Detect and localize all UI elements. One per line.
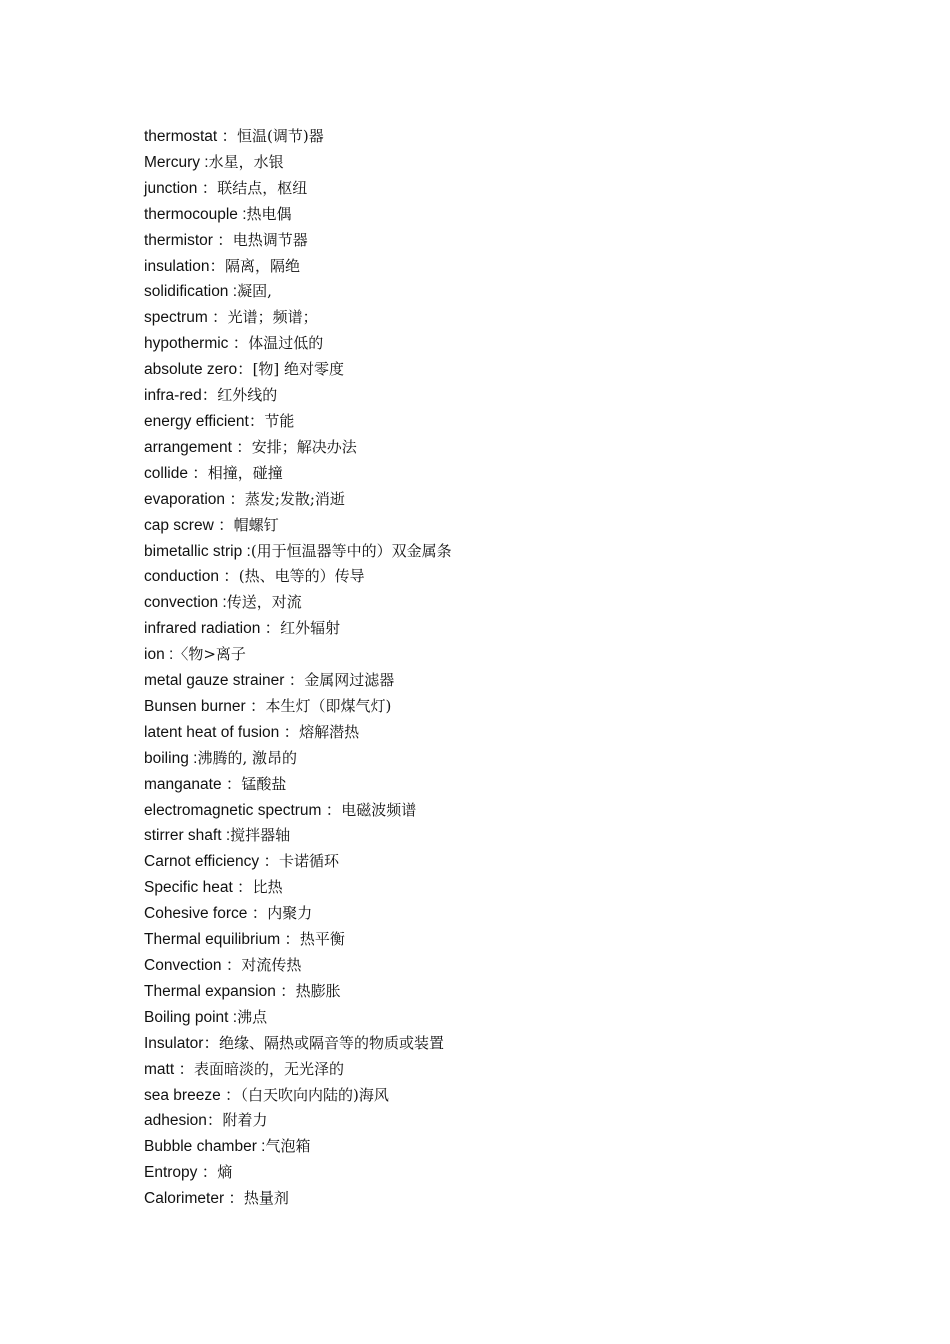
glossary-entry bbox=[144, 1186, 474, 1212]
entry-term: Boiling point bbox=[144, 1008, 229, 1026]
entry-term: Specific heat bbox=[144, 879, 233, 897]
entry-definition: 对流传热 bbox=[241, 956, 302, 974]
entry-separator: : bbox=[188, 749, 198, 767]
entry-definition: 附着力 bbox=[222, 1111, 268, 1130]
glossary-entry bbox=[144, 305, 474, 331]
entry-definition: 比热 bbox=[252, 878, 283, 897]
glossary-entry bbox=[144, 616, 474, 642]
entry-term: Thermal equilibrium bbox=[144, 931, 281, 949]
entry-separator: ： bbox=[260, 620, 281, 638]
entry-definition: 联结点，枢纽 bbox=[217, 178, 308, 197]
entry-separator: ： bbox=[213, 516, 234, 534]
entry-separator: ： bbox=[275, 982, 296, 1000]
glossary-entry bbox=[144, 849, 474, 875]
glossary-entry bbox=[144, 772, 474, 798]
entry-term: thermistor bbox=[144, 231, 213, 249]
entry-term: Insulator bbox=[144, 1034, 204, 1052]
entry-separator: ： bbox=[187, 464, 208, 482]
entry-term: Bubble chamber bbox=[144, 1138, 257, 1156]
entry-definition: 凝固, bbox=[237, 282, 272, 301]
entry-definition: 电磁波频谱 bbox=[341, 800, 417, 819]
entry-definition: 搅拌器轴 bbox=[230, 826, 291, 845]
entry-definition: 热膨胀 bbox=[295, 981, 341, 1000]
entry-term: infra-red bbox=[144, 387, 202, 405]
entry-separator: ： bbox=[221, 957, 242, 974]
entry-separator: ： bbox=[221, 775, 242, 793]
entry-separator: ： bbox=[279, 723, 300, 741]
entry-separator: : bbox=[221, 827, 231, 845]
entry-term: Cohesive force bbox=[144, 905, 248, 923]
entry-separator: ： bbox=[201, 387, 218, 405]
entry-term: Convection bbox=[144, 957, 222, 974]
entry-definition: （白天吹向内陆的)海风 bbox=[240, 1085, 389, 1104]
entry-separator: ： bbox=[197, 1164, 218, 1182]
entry-separator: ： bbox=[259, 853, 279, 871]
entry-definition: 红外线的 bbox=[217, 386, 278, 405]
entry-separator: ： bbox=[280, 931, 300, 949]
entry-definition: 蒸发;发散;消逝 bbox=[244, 489, 345, 508]
entry-separator: ： bbox=[209, 257, 226, 275]
entry-separator: : bbox=[199, 153, 209, 171]
glossary-entry bbox=[144, 435, 474, 461]
entry-definition: 金属网过滤器 bbox=[304, 671, 395, 690]
entry-definition: 隔离，隔绝 bbox=[225, 256, 301, 275]
glossary-entry bbox=[144, 823, 474, 849]
entry-term: Entropy bbox=[144, 1164, 198, 1182]
glossary-entry bbox=[144, 279, 474, 305]
entry-separator: : bbox=[237, 205, 247, 223]
entry-separator: : bbox=[164, 646, 174, 664]
glossary-entry bbox=[144, 539, 474, 565]
glossary-entry bbox=[144, 409, 474, 435]
entry-term: arrangement bbox=[144, 438, 232, 456]
entry-definition: 沸点 bbox=[237, 1007, 268, 1026]
entry-term: bimetallic strip bbox=[144, 542, 243, 560]
entry-definition: (热、电等的）传导 bbox=[238, 567, 365, 586]
entry-term: collide bbox=[144, 464, 188, 482]
glossary-entry bbox=[144, 228, 474, 254]
entry-separator: ： bbox=[203, 1034, 219, 1052]
glossary-entry bbox=[144, 124, 474, 150]
entry-separator: ： bbox=[212, 231, 233, 249]
entry-definition: 电热调节器 bbox=[232, 230, 308, 249]
glossary-entry bbox=[144, 1031, 474, 1057]
glossary-entry bbox=[144, 875, 474, 901]
glossary-entry bbox=[144, 1083, 474, 1109]
entry-term: stirrer shaft bbox=[144, 827, 222, 845]
entry-term: hypothermic bbox=[144, 335, 229, 353]
entry-separator: : bbox=[256, 1138, 266, 1156]
glossary-entry bbox=[144, 513, 474, 539]
entry-term: evaporation bbox=[144, 490, 226, 508]
entry-term: Carnot efficiency bbox=[144, 853, 260, 871]
entry-term: boiling bbox=[144, 749, 189, 767]
glossary-entry bbox=[144, 331, 474, 357]
glossary-entry bbox=[144, 150, 474, 176]
entry-term: thermostat bbox=[144, 128, 218, 145]
entry-term: metal gauze strainer bbox=[144, 672, 285, 690]
entry-separator: ： bbox=[218, 568, 239, 586]
entry-separator: ： bbox=[284, 672, 305, 690]
glossary-entry bbox=[144, 1005, 474, 1031]
entry-definition: 相撞，碰撞 bbox=[207, 463, 283, 482]
glossary-entry bbox=[144, 720, 474, 746]
entry-separator: : bbox=[242, 542, 251, 560]
entry-term: ion bbox=[144, 646, 165, 664]
entry-separator: : bbox=[218, 594, 227, 612]
entry-separator: : bbox=[228, 1008, 238, 1026]
entry-separator: ： bbox=[207, 309, 228, 327]
glossary-entry bbox=[144, 901, 474, 927]
glossary-entry bbox=[144, 357, 474, 383]
entry-separator: : bbox=[228, 283, 238, 301]
entry-separator: ： bbox=[224, 1190, 244, 1208]
entry-term: convection bbox=[144, 594, 219, 612]
entry-definition: 锰酸盐 bbox=[241, 774, 287, 793]
entry-definition: 卡诺循环 bbox=[278, 852, 339, 871]
glossary-entry bbox=[144, 953, 474, 979]
entry-term: Mercury bbox=[144, 153, 200, 171]
glossary-entry bbox=[144, 668, 474, 694]
glossary-entry bbox=[144, 487, 474, 513]
entry-definition: 热电偶 bbox=[246, 204, 292, 223]
glossary-entry bbox=[144, 461, 474, 487]
entry-term: manganate bbox=[144, 775, 222, 793]
entry-separator: ： bbox=[321, 801, 342, 819]
entry-term: adhesion bbox=[144, 1112, 207, 1130]
entry-term: solidification bbox=[144, 283, 229, 301]
entry-term: thermocouple bbox=[144, 205, 238, 223]
entry-term: electromagnetic spectrum bbox=[144, 801, 322, 819]
entry-separator: ： bbox=[232, 879, 253, 897]
entry-definition: 沸腾的, 激昂的 bbox=[197, 748, 297, 767]
glossary-entry bbox=[144, 1057, 474, 1083]
glossary-entry bbox=[144, 927, 474, 953]
glossary-entry bbox=[144, 1134, 474, 1160]
entry-separator: ： bbox=[206, 1112, 223, 1130]
entry-definition: 帽螺钉 bbox=[233, 515, 279, 534]
glossary-entry bbox=[144, 694, 474, 720]
entry-term: spectrum bbox=[144, 309, 208, 327]
entry-definition: 安排；解决办法 bbox=[251, 437, 357, 456]
glossary-entry bbox=[144, 176, 474, 202]
entry-definition: 体温过低的 bbox=[248, 334, 324, 353]
entry-separator: ： bbox=[197, 179, 218, 197]
entry-term: insulation bbox=[144, 257, 210, 275]
entry-definition: 表面暗淡的，无光泽的 bbox=[193, 1059, 344, 1078]
glossary-entry bbox=[144, 1108, 474, 1134]
glossary-entry bbox=[144, 746, 474, 772]
glossary-entry bbox=[144, 564, 474, 590]
entry-term: matt bbox=[144, 1060, 175, 1078]
glossary-entry bbox=[144, 254, 474, 280]
entry-definition: [物] 绝对零度 bbox=[252, 360, 345, 379]
glossary-list bbox=[144, 124, 474, 1212]
glossary-entry bbox=[144, 798, 474, 824]
entry-separator: ： bbox=[248, 412, 265, 430]
entry-term: latent heat of fusion bbox=[144, 723, 280, 741]
entry-definition: 红外辐射 bbox=[280, 619, 341, 638]
entry-separator: ： bbox=[247, 905, 268, 923]
entry-term: infrared radiation bbox=[144, 620, 261, 638]
entry-separator: ： bbox=[217, 128, 238, 145]
entry-term: Thermal expansion bbox=[144, 982, 276, 1000]
entry-definition: 光谱；频谱； bbox=[227, 308, 318, 327]
entry-definition: (用于恒温器等中的）双金属条 bbox=[250, 541, 452, 560]
glossary-entry bbox=[144, 383, 474, 409]
entry-separator: ： bbox=[225, 490, 245, 508]
entry-definition: 〈物>离子 bbox=[173, 645, 246, 664]
glossary-entry bbox=[144, 590, 474, 616]
entry-term: cap screw bbox=[144, 516, 214, 534]
entry-term: sea breeze bbox=[144, 1086, 221, 1104]
entry-definition: 本生灯（即煤气灯) bbox=[265, 696, 392, 715]
entry-term: conduction bbox=[144, 568, 219, 586]
glossary-entry bbox=[144, 202, 474, 228]
entry-definition: 熔解潜热 bbox=[299, 722, 360, 741]
entry-separator: ： bbox=[237, 361, 253, 379]
entry-definition: 熵 bbox=[217, 1163, 233, 1182]
entry-separator: ： bbox=[228, 335, 249, 353]
entry-term: junction bbox=[144, 179, 198, 197]
glossary-entry bbox=[144, 1160, 474, 1186]
entry-separator: ： bbox=[220, 1086, 241, 1104]
entry-separator: ： bbox=[174, 1060, 194, 1078]
entry-definition: 节能 bbox=[264, 411, 295, 430]
entry-term: Calorimeter bbox=[144, 1190, 225, 1208]
entry-definition: 气泡箱 bbox=[265, 1137, 311, 1156]
glossary-entry bbox=[144, 979, 474, 1005]
entry-definition: 水星，水银 bbox=[208, 152, 284, 171]
entry-term: Bunsen burner bbox=[144, 697, 246, 715]
entry-definition: 热量剂 bbox=[243, 1189, 289, 1208]
entry-definition: 热平衡 bbox=[299, 930, 345, 949]
entry-separator: ： bbox=[245, 697, 266, 715]
entry-definition: 内聚力 bbox=[267, 904, 313, 923]
entry-definition: 恒温(调节)器 bbox=[237, 127, 324, 145]
entry-definition: 传送，对流 bbox=[226, 593, 302, 612]
entry-definition: 绝缘、隔热或隔音等的物质或装置 bbox=[218, 1033, 444, 1052]
entry-term: energy efficient bbox=[144, 412, 249, 430]
entry-term: absolute zero bbox=[144, 361, 238, 379]
glossary-entry bbox=[144, 642, 474, 668]
entry-separator: ： bbox=[231, 438, 252, 456]
